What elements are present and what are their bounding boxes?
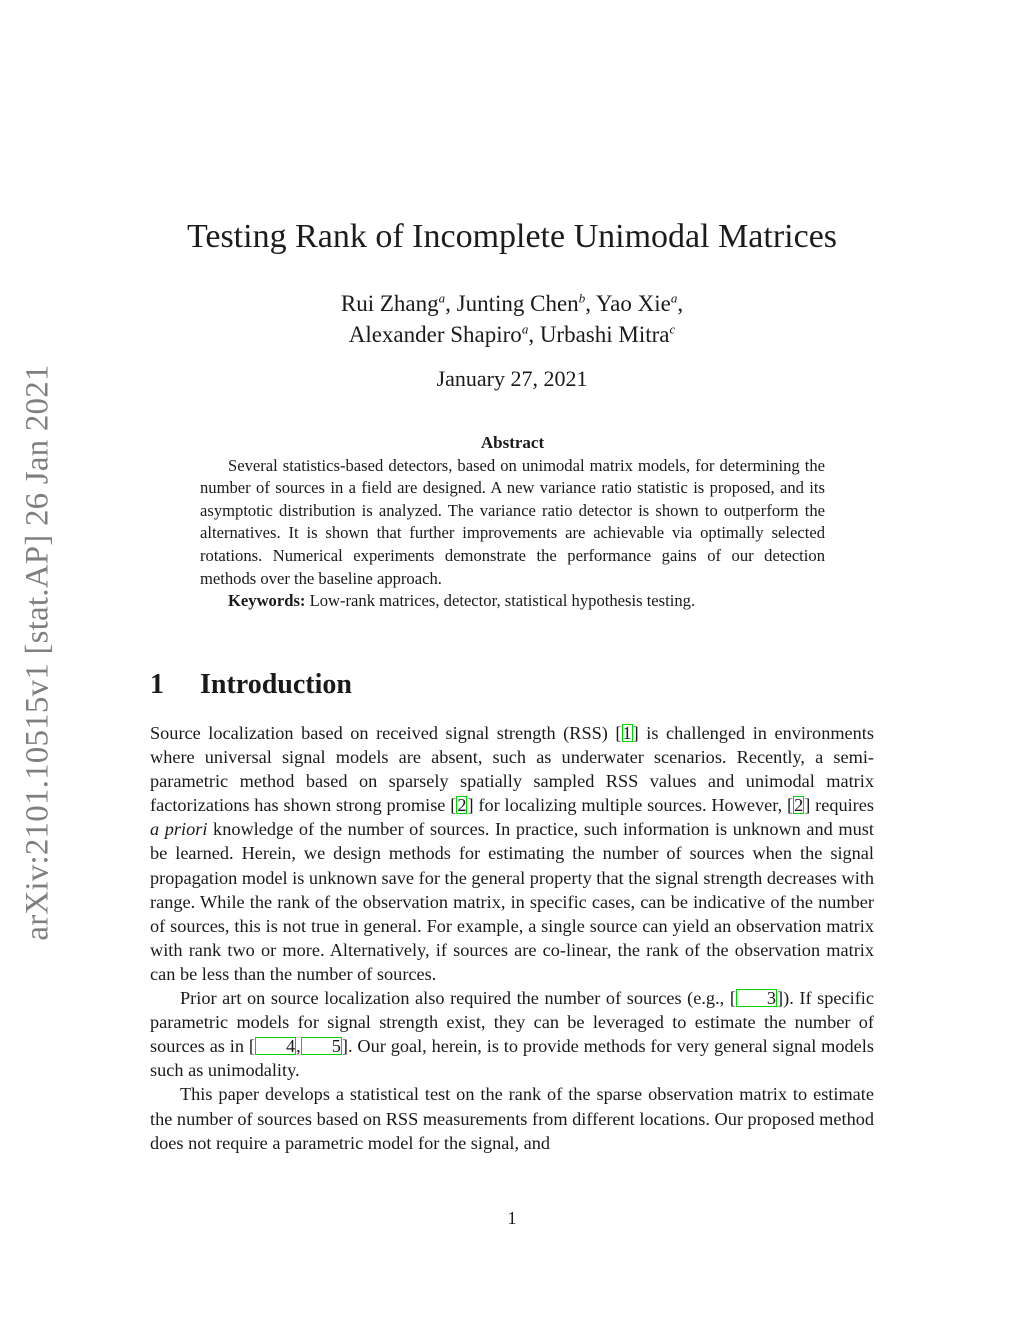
author-line-2 bbox=[0, 319, 1024, 350]
keywords-label: Keywords: bbox=[228, 591, 306, 611]
author-affiliation: a bbox=[438, 290, 446, 306]
paragraph-text: knowledge of the number of sources. In practice, such information is unknown and must be learned. Herein, we design methods for estimating the number of sources when the signal propagation model is unknown save for the general property that the signal strength decreases with range. While the rank of the observation matrix, in specific cases, can be indicative of the number of sources, this is not true in general. For example, a single source can yield an observation matrix with rank two or more. Alternatively, if sources are co-linear, the rank of the observation matrix can be less than the number of sources. bbox=[150, 819, 874, 984]
author-name: Yao Xie bbox=[595, 291, 671, 316]
keywords-line bbox=[200, 590, 825, 613]
citation-link[interactable]: 3 bbox=[736, 989, 777, 1007]
paragraph: Prior art on source localization also required the number of sources (e.g., [ 3]). If specific parametric models for signal strength exist, they can be leveraged to estimate the number of sources as in [ 4, 5]. Our goal, herein, is to provide methods for very general signal models such as unimodality. bbox=[150, 988, 874, 1081]
introduction-body bbox=[150, 721, 874, 1155]
paragraph-text: Source localization based on received signal strength (RSS) bbox=[150, 723, 616, 743]
citation-link[interactable]: 5 bbox=[301, 1037, 342, 1055]
paper-date: January 27, 2021 bbox=[436, 366, 588, 391]
author-affiliation: c bbox=[669, 321, 676, 337]
abstract-heading: Abstract bbox=[480, 433, 545, 452]
author-name: Alexander Shapiro bbox=[348, 322, 522, 347]
author-affiliation: a bbox=[670, 290, 678, 306]
keywords-text: Low-rank matrices, detector, statistical hypothesis testing. bbox=[309, 591, 696, 611]
paragraph: This paper develops a statistical test on the rank of the sparse observation matrix to estimate the number of sources based on RSS measurements from different locations. Our proposed method does not require a parametric model for the signal, and bbox=[150, 1084, 874, 1153]
arxiv-identifier-stamp bbox=[16, 352, 60, 952]
abstract-text: Several statistics-based detectors, based on unimodal matrix models, for determining the number of sources in a field are designed. A new variance ratio statistic is proposed, and its asymptotic distribution is analyzed. The variance ratio detector is shown to outperform the alternatives. It is shown that further improvements are achievable via optimally selected rotations. Numerical experiments demonstrate the performance gains of our detection methods over the baseline approach. bbox=[200, 455, 825, 588]
paragraph-text: ). If specific parametric models for signal strength exist, they can be leveraged to estimate the number of sources as in bbox=[150, 988, 874, 1057]
author-affiliation: b bbox=[578, 290, 586, 306]
author-block bbox=[0, 288, 1024, 350]
emphasis-text: a priori bbox=[150, 819, 208, 840]
paragraph-text: for localizing multiple sources. However, bbox=[473, 795, 787, 816]
author-name: Junting Chen bbox=[456, 291, 579, 316]
citation-link[interactable]: 2 bbox=[794, 795, 804, 816]
section-title: Introduction bbox=[200, 669, 352, 700]
section-number: 1 bbox=[150, 669, 164, 700]
paper-title: Testing Rank of Incomplete Unimodal Matrices bbox=[186, 218, 838, 255]
citation-link[interactable]: 4 bbox=[255, 1037, 296, 1055]
arxiv-identifier-text: arXiv:2101.10515v1 [stat.AP] 26 Jan 2021 bbox=[19, 363, 56, 941]
citation-separator: , bbox=[296, 1036, 301, 1057]
paragraph-text: . Our goal, herein, is to provide methods for very general signal models such as unimodality. bbox=[150, 1036, 874, 1081]
page-number: 1 bbox=[507, 1208, 517, 1228]
author-name: Rui Zhang bbox=[340, 291, 439, 316]
paragraph: Source localization based on received signal strength (RSS) [1] is challenged in environments where universal signal models are absent, such as underwater scenarios. Recently, a semi-parametric method based on sparsely spatially sampled RSS values and unimodal matrix factorizations has shown strong promise [2] for localizing multiple sources. However, [2] requires a priori knowledge of the number of sources. In practice, such information is unknown and must be learned. Herein, we design methods for estimating the number of sources when the signal propagation model is unknown save for the general property that the signal strength decreases with range. While the rank of the observation matrix, in specific cases, can be indicative of the number of sources, this is not true in general. For example, a single source can yield an observation matrix with rank two or more. Alternatively, if sources are co-linear, the rank of the observation matrix can be less than the number of sources. bbox=[150, 723, 874, 984]
author-name: Urbashi Mitra bbox=[539, 322, 670, 347]
author-affiliation: a bbox=[521, 321, 529, 337]
author-separator: , bbox=[585, 291, 596, 316]
author-line-1 bbox=[0, 288, 1024, 319]
citation-link[interactable]: 2 bbox=[457, 795, 467, 816]
paragraph-text: is challenged in environments where universal signal models are absent, such as underwater scenarios. Recently, a semi-parametric method based on sparsely spatially sampled RSS values and unimodal matrix factorizations has shown strong promise bbox=[150, 723, 874, 816]
author-separator: , bbox=[528, 322, 540, 347]
citation-link[interactable]: 1 bbox=[622, 723, 632, 743]
author-separator: , bbox=[677, 291, 684, 316]
section-heading-introduction bbox=[150, 669, 352, 701]
paragraph-text: requires bbox=[810, 795, 874, 816]
abstract-block bbox=[200, 432, 825, 613]
author-separator: , bbox=[445, 291, 457, 316]
paragraph-text: Prior art on source localization also required the number of sources (e.g., bbox=[180, 988, 730, 1009]
